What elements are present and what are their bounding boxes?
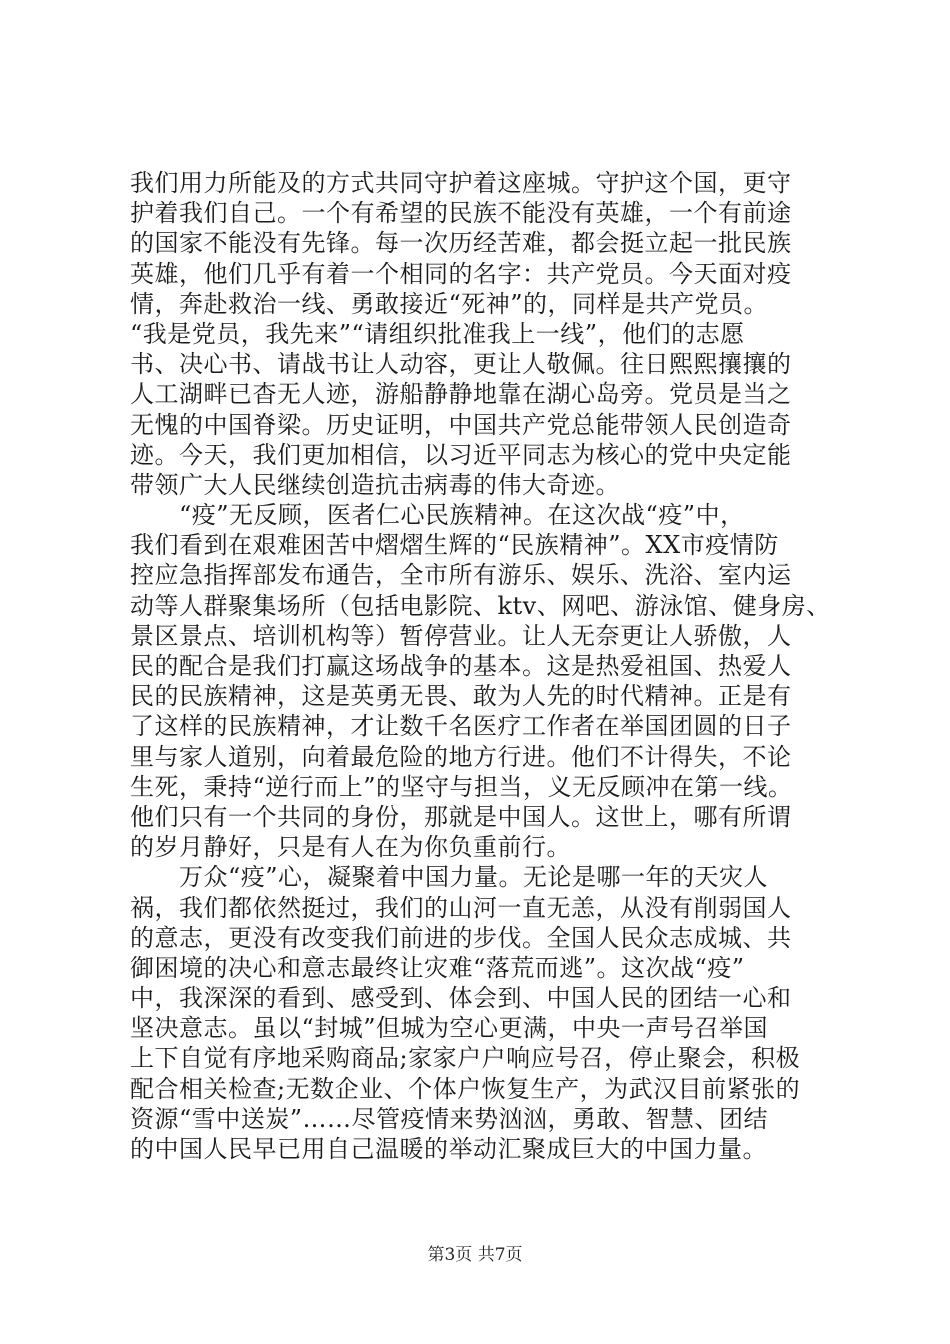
text-line: 里与家人道别，向着最危险的地方行进。他们不计得失，不论 <box>130 742 792 771</box>
page-footer <box>0 1244 950 1266</box>
text-line: 生死，秉持“逆行而上”的坚守与担当，义无反顾冲在第一线。 <box>130 772 793 801</box>
body-text <box>130 168 842 1164</box>
text-line: 他们只有一个共同的身份，那就是中国人。这世上，哪有所谓 <box>130 802 792 831</box>
text-line: 坚决意志。虽以“封城”但城为空心更满，中央一声号召举国 <box>130 1014 769 1043</box>
text-line: 我们用力所能及的方式共同守护着这座城。守护这个国，更守 <box>130 169 792 197</box>
text-line: 景区景点、培训机构等）暂停营业。让人无奈更让人骄傲，人 <box>130 621 792 650</box>
text-line: 资源“雪中送炭”……尽管疫情来势汹汹，勇敢、智慧、团结 <box>130 1104 769 1133</box>
text-line: 动等人群聚集场所（包括电影院、ktv、网吧、游泳馆、健身房、 <box>130 591 831 620</box>
text-line: 的岁月静好，只是有人在为你负重前行。 <box>130 833 571 862</box>
page-number: 第3页 共7页 <box>427 1245 523 1265</box>
text-line: 万众“疫”心，凝聚着中国力量。无论是哪一年的天灾人 <box>130 863 769 892</box>
text-line: 上下自觉有序地采购商品;家家户户响应号召，停止聚会，积极 <box>130 1044 801 1073</box>
text-line: “我是党员，我先来”“请组织批准我上一线”，他们的志愿 <box>130 319 745 348</box>
text-line: 中，我深深的看到、感受到、体会到、中国人民的团结一心和 <box>130 984 792 1013</box>
text-line: 了这样的民族精神，才让数千名医疗工作者在举国团圆的日子 <box>130 712 792 741</box>
text-line: 我们看到在艰难困苦中熠熠生辉的“民族精神”。XX市疫情防 <box>130 531 779 560</box>
text-line: 迹。今天，我们更加相信，以习近平同志为核心的党中央定能 <box>130 440 792 469</box>
text-line: 配合相关检查;无数企业、个体户恢复生产，为武汉目前紧张的 <box>130 1074 801 1103</box>
text-line: 民的配合是我们打赢这场战争的基本。这是热爱祖国、热爱人 <box>130 652 792 680</box>
text-line: 书、决心书、请战书让人动容，更让人敬佩。往日熙熙攘攘的 <box>130 350 792 379</box>
text-line: 的中国人民早已用自己温暖的举动汇聚成巨大的中国力量。 <box>130 1135 767 1163</box>
text-line: 的国家不能没有先锋。每一次历经苦难，都会挺立起一批民族 <box>130 229 792 258</box>
text-line: 御困境的决心和意志最终让灾难“落荒而逃”。这次战“疫” <box>130 953 745 982</box>
text-line: 带领广大人民继续创造抗击病毒的伟大奇迹。 <box>130 470 620 499</box>
text-line: 护着我们自己。一个有希望的民族不能没有英雄，一个有前途 <box>130 199 792 228</box>
text-line: 控应急指挥部发布通告，全市所有游乐、娱乐、洗浴、室内运 <box>130 561 792 590</box>
text-line: 英雄，他们几乎有着一个相同的名字：共产党员。今天面对疫 <box>130 259 792 288</box>
text-line: 情，奔赴救治一线、勇敢接近“死神”的，同样是共产党员。 <box>130 289 769 318</box>
text-line: 民的民族精神，这是英勇无畏、敢为人先的时代精神。正是有 <box>130 682 792 711</box>
text-line: 无愧的中国脊梁。历史证明，中国共产党总能带领人民创造奇 <box>130 410 792 439</box>
text-line: 人工湖畔已杳无人迹，游船静静地靠在湖心岛旁。党员是当之 <box>130 380 792 409</box>
text-line: “疫”无反顾，医者仁心民族精神。在这次战“疫”中， <box>130 501 745 530</box>
text-line: 祸，我们都依然挺过，我们的山河一直无恙，从没有削弱国人 <box>130 893 792 922</box>
text-line: 的意志，更没有改变我们前进的步伐。全国人民众志成城、共 <box>130 923 792 952</box>
